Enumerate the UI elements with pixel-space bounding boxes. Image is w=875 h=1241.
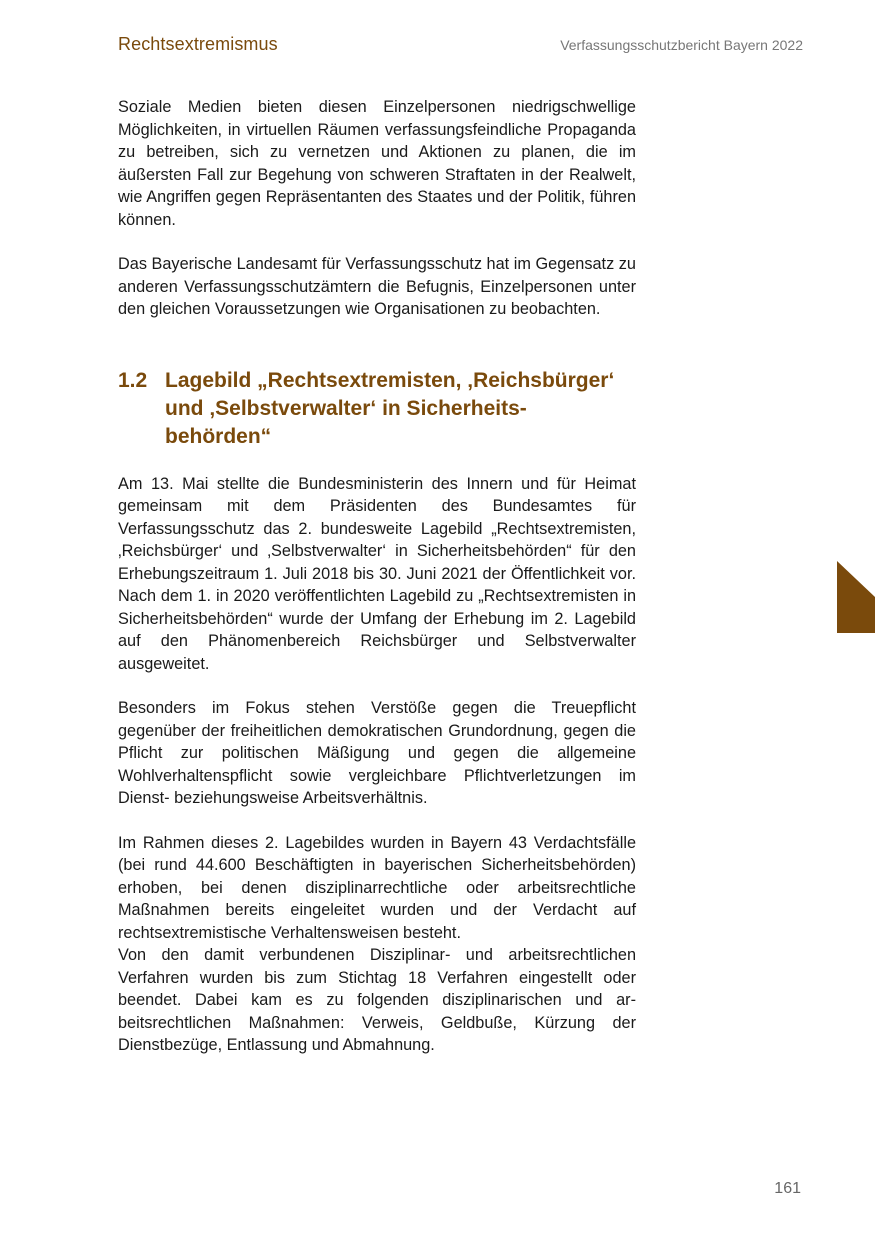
section-heading-number: 1.2 xyxy=(118,368,148,392)
paragraph-landesamt: Das Bayerische Landesamt für Verfassungsschutz hat im Gegensatz zu anderen Verfassungsschutzämtern die Befugnis, Einzelpersonen unter den gleichen Voraussetzungen wie Organisationen zu beobachten. xyxy=(118,255,636,318)
section-heading xyxy=(118,367,636,451)
running-header-report-title: Verfassungsschutzbericht Bayern 2022 xyxy=(560,37,803,53)
page-number: 161 xyxy=(774,1180,801,1197)
paragraph-lagebild: Am 13. Mai stellte die Bundesministerin des Innern und für Heimat gemeinsam mit dem Präsidenten des Bundesamtes für Verfassungsschutz das 2. bundesweite Lagebild „Rechtsextremisten, ‚Reichsbürger‘ und ‚Selbstverwalter‘ in Sicherheitsbehörden“ für den Erhebungszeitraum 1. Juli 2018 bis 30. Juni 2021 der Öffentlichkeit vor. Nach dem 1. in 2020 veröffentlichten Lagebild zu „Rechtsextremisten in Sicherheitsbehörden“ wurde der Umfang der Erhebung im 2. Lagebild auf den Phänomenbereich Reichsbürger und Selbstverwalter ausgeweitet. xyxy=(118,474,636,673)
main-text-column xyxy=(118,96,636,1057)
paragraph-verdachtsfaelle: Im Rahmen dieses 2. Lagebildes wurden in Bayern 43 Verdachtsfälle (bei rund 44.600 Beschäftigten in bayerischen Sicherheitsbehörden) erhoben, bei denen disziplinarrechtliche oder arbeitsrechtliche Maßnahmen bereits eingeleitet wurden und der Verdacht auf rechtsextremistische Verhaltensweisen besteht. xyxy=(118,833,636,942)
paragraph-social-media: Soziale Medien bieten diesen Einzelpersonen niedrigschwellige Möglichkeiten, in virtuellen Räumen verfassungsfeindliche Propaganda zu betreiben, sich zu vernetzen und Aktionen zu planen, die im äußersten Fall zur Begehung von schweren Straftaten in der Realwelt, wie Angriffen gegen Repräsentanten des Staates und der Politik, führen können. xyxy=(118,98,636,229)
running-header-section: Rechtsextremismus xyxy=(118,34,278,54)
section-heading-title: Lagebild „Rechtsextremisten, ‚Reichsbürger‘ und ‚Selbstverwalter‘ in Sicherheitsbehörden“ xyxy=(165,368,615,448)
chapter-tab-marker xyxy=(837,561,875,633)
paragraph-verfahren: Von den damit verbundenen Disziplinar- und arbeitsrechtlichen Verfahren wurden bis zum Stichtag 18 Verfahren eingestellt oder beendet. Dabei kam es zu folgenden disziplinarischen und arbeitsrechtlichen Maßnahmen: Verweis, Geldbuße, Kürzung der Dienstbezüge, Entlassung und Abmahnung. xyxy=(118,946,636,1054)
paragraph-treuepflicht: Besonders im Fokus stehen Verstöße gegen die Treuepflicht gegenüber der freiheitlichen demokratischen Grundordnung, gegen die Pflicht zur politischen Mäßigung und gegen die allgemeine Wohlverhaltenspflicht sowie vergleichbare Pflichtverletzungen im Dienst- beziehungsweise Arbeitsverhältnis. xyxy=(118,699,636,807)
